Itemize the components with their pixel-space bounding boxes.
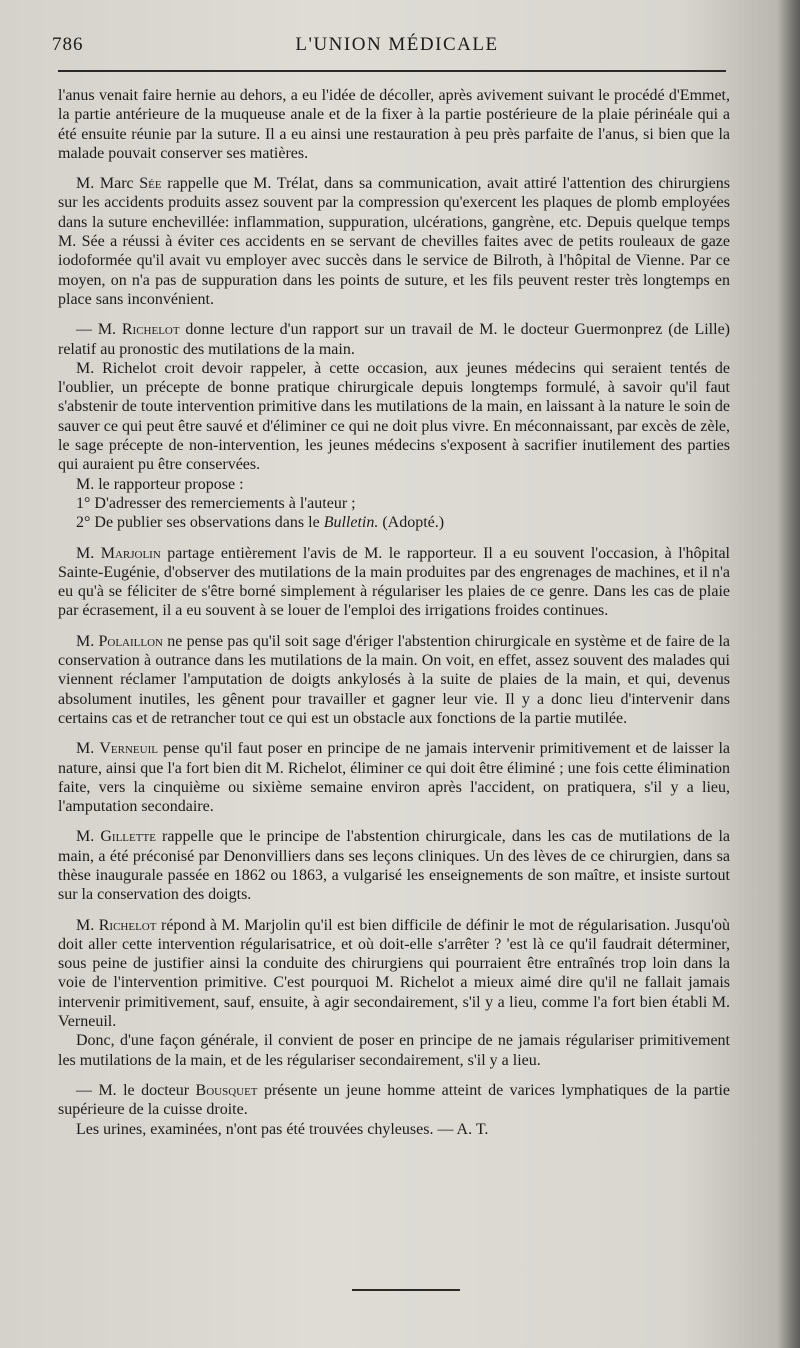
journal-title: L'UNION MÉDICALE [295,34,499,55]
footer-rule [352,1289,460,1291]
article-body [58,86,730,1139]
header-rule [58,70,726,72]
text-run: Les urines, examinées, n'ont pas été trouvées chyleuses. — A. T. [76,1120,489,1138]
text-run: M. [76,740,100,758]
text-run: M. Richelot croit devoir rappeler, à cette occasion, aux jeunes médecins qui seraient tentés de l'oublier, un précepte de bonne pratique chirurgicale depuis longtemps formulé, à savoir qu'il faut s'abstenir de toute intervention primitive dans les mutilations de la main, en laissant à la nature le soin de sauver ce qui peut être sauvé et d'éliminer ce qui ne doit plus vivre. En méconnaissant, par excès de zèle, le sage précepte de non-intervention, les jeunes médecins s'exposent à sacrifier inutilement des parties qui auraient pu être conservées. [58,359,730,474]
text-run: Donc, d'une façon générale, il convient de poser en principe de ne jamais régulariser primitivement les mutilations de la main, et de les régulariser secondairement, s'il y a lieu. [58,1032,730,1069]
text-run: M. [76,916,99,934]
paragraph-rapporteur-propose [58,475,730,494]
paragraph-see [58,174,730,309]
text-run: répond à M. Marjolin qu'il est bien difficile de définir le mot de régularisation. Jusqu'où doit aller cette intervention régularisatrice, et où doit-elle s'arrêter ? 'est là ce qu'il faudrait déterminer, sous peine de justifier ainsi la conduite des chirurgiens qui pourraient être entraînés trop loin dans la voie de l'intervention primitive. C'est pourquoi M. Richelot a mieux aimé dire qu'il ne fallait jamais intervenir primitivement, sauf, ensuite, à agir secondairement, s'il y a lieu, comme l'a fort bien établi M. Verneuil. [58,916,730,1031]
paragraph-conclusion [58,1031,730,1070]
speaker-name: Verneuil [99,740,158,758]
speaker-name: Gillette [100,828,156,846]
speaker-name: Marjolin [100,544,161,562]
paragraph-polaillon [58,632,730,728]
text-run: M. le rapporteur propose : [76,475,244,493]
paragraph-richelot-precept [58,359,730,475]
speaker-name: Polaillon [98,632,163,650]
text-run: — M. le docteur [76,1081,196,1099]
text-run: 2° De publier ses observations dans le [76,514,324,532]
text-run: rappelle que le principe de l'abstention chirurgicale, dans les cas de mutilations de la main, a été préconisé par Denonvilliers dans ses leçons cliniques. Un des lèves de ce chirurgien, dans sa thèse inaugurale passée en 1862 ou 1863, a vulgarisé les enseignements de son maître, et insiste surtout sur la conservation des doigts. [58,828,730,904]
text-run: rappelle que M. Trélat, dans sa communication, avait attiré l'attention des chirurgiens sur les accidents produits assez souvent par la compression qu'exercent les plaques de plomb employées dans la suture enchevillée: inflammation, suppuration, ulcérations, gangrène, etc. Depuis quelque temps M. Sée a réussi à éviter ces accidents en se servant de chevilles faites avec de petits rouleaux de gaze iodoformée qu'il avait vu employer avec succès dans le service de Bilroth, à l'hôpital de Vienne. Par ce moyen, on n'a pas de suppuration dans les points de suture, et les fils peuvent rester très longtemps en place sans inconvénient. [58,175,731,308]
binding-shadow [778,0,800,1348]
text-run: M. [76,544,101,562]
paragraph-richelot-report [58,320,730,359]
text-run: (Adopté.) [378,514,445,532]
running-header [52,34,742,60]
text-run: M. [76,632,99,650]
proposal-item-1 [58,494,730,513]
text-run: — M. [76,321,122,339]
text-run: donne lecture d'un rapport sur un travail de M. le docteur Guermonprez (de Lille) relatif au pronostic des mutilations de la main. [58,321,730,358]
speaker-name: Richelot [121,321,180,339]
text-run: M. Marc [76,175,140,193]
paragraph-anus-restoration [58,86,730,163]
text-run: ne pense pas qu'il soit sage d'ériger l'abstention chirurgicale en système et de faire de la conservation à outrance dans les mutilations de la main. On voit, en effet, assez souvent des malades qui viennent réclamer l'amputation de doigts ankylosés à la suite de plaies de la main, et qui, devenus absolument inutiles, les gênent pour travailler et gagner leur vie. Il y a donc lieu d'intervenir dans certains cas et de retrancher tout ce qui est un obstacle aux fonctions de la partie mutilée. [58,632,730,727]
text-run: pense qu'il faut poser en principe de ne jamais intervenir primitivement et de laisser la nature, ainsi que l'a fort bien dit M. Richelot, éliminer ce qui doit être éliminé ; une fois cette élimination faite, vers la cinquième ou sixième semaine environ après l'accident, on pratiquera, s'il y a lieu, l'amputation secondaire. [58,740,730,816]
paragraph-urines [58,1120,730,1139]
text-run: partage entièrement l'avis de M. le rapporteur. Il a eu souvent l'occasion, à l'hôpital Sainte-Eugénie, d'observer des mutilations de la main produites par des engrenages de machines, et il n'a eu qu'à se féliciter de s'être borné simplement à régulariser les plaies de ce genre. Dans les cas de plaie par écrasement, il a eu souvent à se louer de l'emploi des irrigations froides continues. [58,544,730,620]
paragraph-bousquet [58,1081,730,1120]
speaker-name: Richelot [98,916,157,934]
paragraph-gillette [58,827,730,904]
paragraph-verneuil [58,739,730,816]
text-run: M. [76,828,101,846]
page-number: 786 [52,34,84,55]
speaker-name: Sée [139,175,162,193]
proposal-item-2 [58,513,730,532]
text-run: présente un jeune homme atteint de varices lymphatiques de la partie supérieure de la cuisse droite. [58,1081,730,1119]
italic-text: Bulletin. [323,514,379,532]
paragraph-marjolin [58,544,730,621]
text-run: 1° D'adresser des remerciements à l'auteur ; [76,494,356,512]
text-run: l'anus venait faire hernie au dehors, a eu l'idée de décoller, après avivement suivant le procédé d'Emmet, la partie antérieure de la muqueuse anale et de la fixer à la partie postérieure de la plaie périnéale qui a été ensuite réunie par la suture. Il a eu ainsi une restauration à peu près parfaite de l'anus, si bien que la malade pouvait conserver ses matières. [58,87,730,162]
paragraph-richelot-reply [58,916,730,1032]
speaker-name: Bousquet [195,1081,258,1099]
